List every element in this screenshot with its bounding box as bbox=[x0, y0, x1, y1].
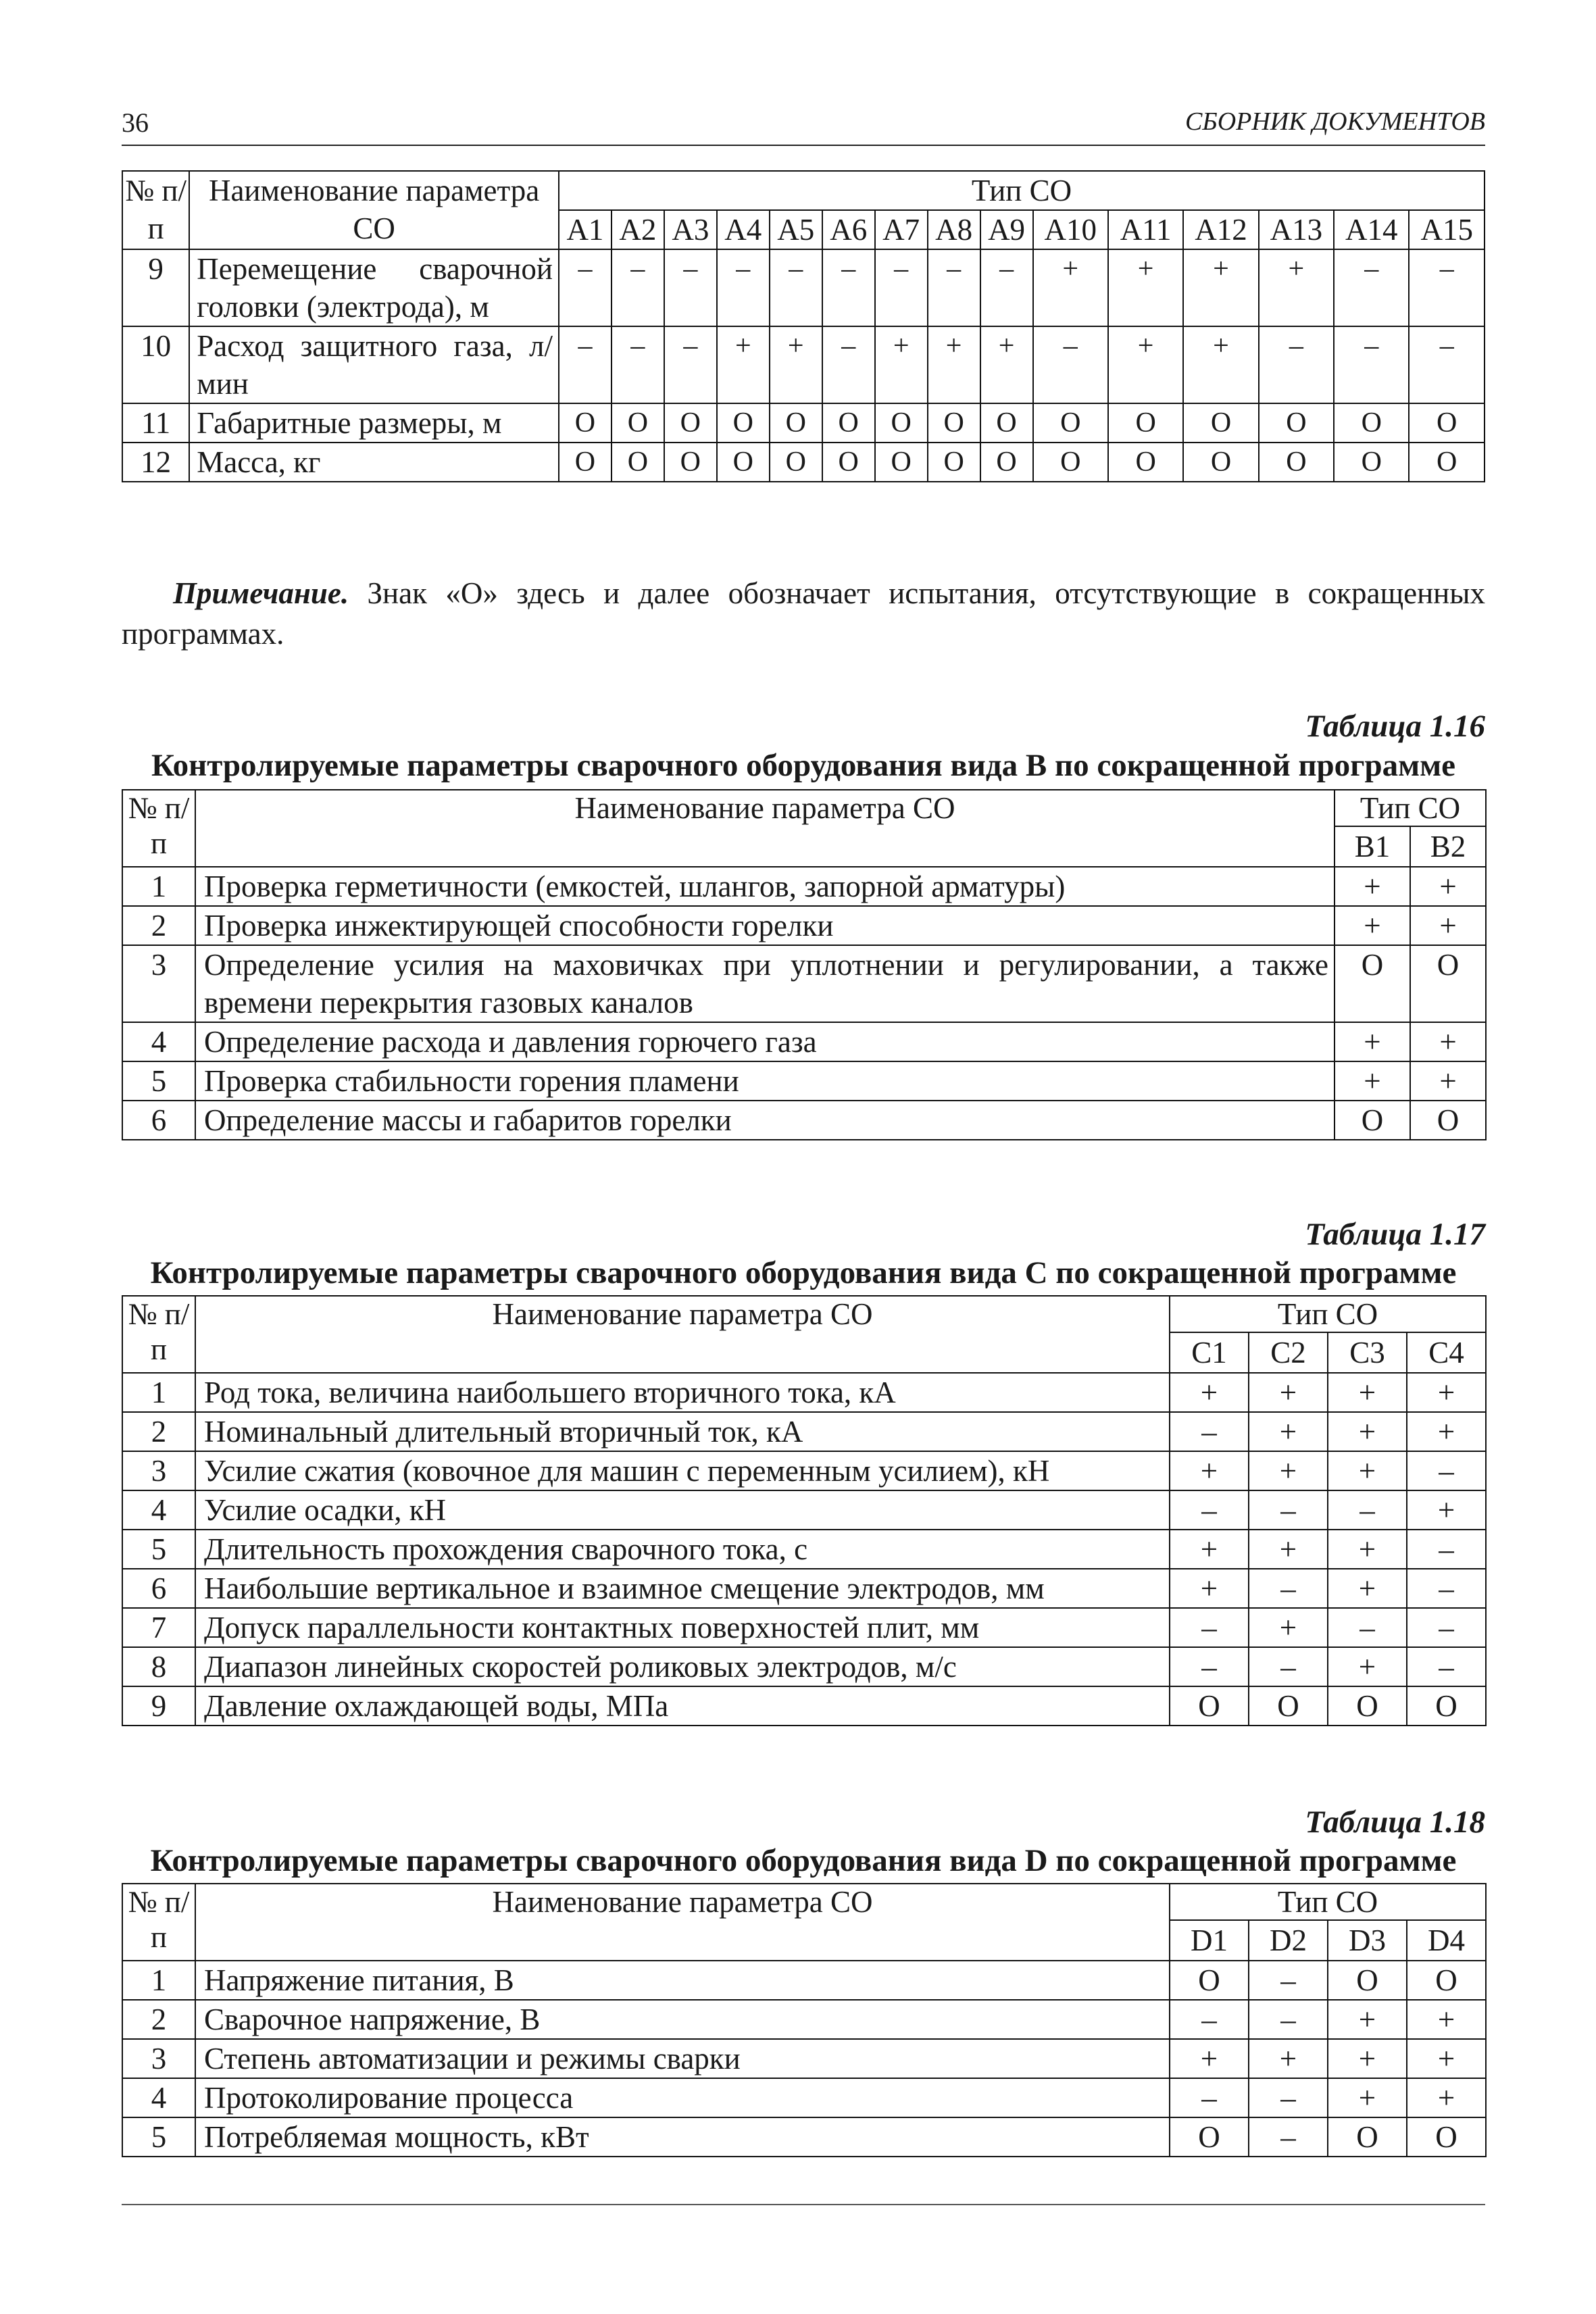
test-mark-cell: – bbox=[1170, 1412, 1249, 1451]
test-mark-cell: + bbox=[1328, 2078, 1407, 2117]
test-mark-cell: + bbox=[1170, 1451, 1249, 1490]
test-mark-cell: + bbox=[1328, 2000, 1407, 2039]
type-header-cell: А10 bbox=[1033, 210, 1108, 249]
test-mark-cell: + bbox=[1249, 2039, 1328, 2078]
test-mark-cell: О bbox=[928, 403, 980, 443]
row-number: 2 bbox=[122, 906, 195, 945]
test-mark-cell: – bbox=[1249, 1569, 1328, 1608]
test-mark-cell: + bbox=[1170, 1373, 1249, 1412]
test-mark-cell: О bbox=[1410, 1101, 1486, 1140]
test-mark-cell: О bbox=[1334, 443, 1409, 482]
test-mark-cell: – bbox=[664, 326, 717, 403]
column-header-type: Тип СО bbox=[1170, 1884, 1486, 1920]
type-header-cell: В1 bbox=[1335, 826, 1410, 867]
test-mark-cell: + bbox=[980, 326, 1033, 403]
test-mark-cell: О bbox=[559, 403, 612, 443]
test-mark-cell: + bbox=[1335, 867, 1410, 906]
parameter-name: Расход защитного газа, л/мин bbox=[189, 326, 559, 403]
type-header-cell: А5 bbox=[770, 210, 822, 249]
test-mark-cell: – bbox=[980, 249, 1033, 326]
test-mark-cell: О bbox=[1328, 2117, 1407, 2157]
test-mark-cell: О bbox=[1170, 1961, 1249, 2000]
parameter-name: Проверка стабильности горения пламени bbox=[195, 1061, 1335, 1101]
test-mark-cell: – bbox=[1407, 1530, 1486, 1569]
row-number: 9 bbox=[122, 249, 189, 326]
test-mark-cell: О bbox=[1328, 1686, 1407, 1726]
column-header-number: № п/п bbox=[122, 790, 195, 867]
test-mark-cell: + bbox=[875, 326, 928, 403]
test-mark-cell: О bbox=[1259, 403, 1334, 443]
table-row bbox=[122, 867, 1486, 906]
parameter-name: Габаритные размеры, м bbox=[189, 403, 559, 443]
test-mark-cell: + bbox=[1407, 1490, 1486, 1530]
test-mark-cell: О bbox=[1033, 443, 1108, 482]
test-mark-cell: О bbox=[1407, 2117, 1486, 2157]
test-mark-cell: О bbox=[770, 443, 822, 482]
test-mark-cell: – bbox=[1409, 326, 1485, 403]
test-mark-cell: О bbox=[980, 403, 1033, 443]
type-header-cell: А2 bbox=[612, 210, 664, 249]
row-number: 6 bbox=[122, 1101, 195, 1140]
test-mark-cell: О bbox=[664, 403, 717, 443]
parameter-name: Перемещение сварочной головки (электрода), м bbox=[189, 249, 559, 326]
test-mark-cell: – bbox=[1170, 1647, 1249, 1686]
table-row bbox=[122, 326, 1485, 403]
column-header-type: Тип СО bbox=[1170, 1296, 1486, 1332]
test-mark-cell: + bbox=[1410, 867, 1486, 906]
row-number: 11 bbox=[122, 403, 189, 443]
test-mark-cell: – bbox=[928, 249, 980, 326]
test-mark-cell: + bbox=[1170, 1569, 1249, 1608]
test-mark-cell: – bbox=[1407, 1608, 1486, 1647]
row-number: 5 bbox=[122, 1530, 195, 1569]
test-mark-cell: О bbox=[1170, 1686, 1249, 1726]
type-header-cell: А13 bbox=[1259, 210, 1334, 249]
test-mark-cell: О bbox=[928, 443, 980, 482]
table-row bbox=[122, 1101, 1486, 1140]
test-mark-cell: О bbox=[875, 443, 928, 482]
test-mark-cell: О bbox=[1259, 443, 1334, 482]
page-number: 36 bbox=[122, 107, 149, 138]
row-number: 6 bbox=[122, 1569, 195, 1608]
test-mark-cell: + bbox=[1108, 326, 1183, 403]
table-row bbox=[122, 1451, 1486, 1490]
test-mark-cell: О bbox=[1108, 443, 1183, 482]
row-number: 2 bbox=[122, 2000, 195, 2039]
type-header-cell: С2 bbox=[1249, 1332, 1328, 1373]
test-mark-cell: + bbox=[1183, 249, 1258, 326]
test-mark-cell: + bbox=[1410, 1022, 1486, 1061]
test-mark-cell: – bbox=[559, 249, 612, 326]
table-1-17 bbox=[122, 1295, 1487, 1726]
test-mark-cell: – bbox=[559, 326, 612, 403]
test-mark-cell: + bbox=[1249, 1412, 1328, 1451]
type-header-cell: С3 bbox=[1328, 1332, 1407, 1373]
parameter-name: Определение усилия на маховичках при уплотнении и регулировании, а также времени перекрытия газовых каналов bbox=[195, 945, 1335, 1022]
test-mark-cell: – bbox=[1259, 326, 1334, 403]
test-mark-cell: О bbox=[822, 443, 875, 482]
type-header-cell: А3 bbox=[664, 210, 717, 249]
row-number: 1 bbox=[122, 1373, 195, 1412]
row-number: 3 bbox=[122, 945, 195, 1022]
test-mark-cell: + bbox=[1328, 1569, 1407, 1608]
test-mark-cell: О bbox=[717, 403, 770, 443]
test-mark-cell: – bbox=[1249, 2000, 1328, 2039]
type-header-cell: А8 bbox=[928, 210, 980, 249]
test-mark-cell: – bbox=[1249, 1647, 1328, 1686]
parameter-name: Род тока, величина наибольшего вторичного тока, кА bbox=[195, 1373, 1170, 1412]
type-header-cell: С4 bbox=[1407, 1332, 1486, 1373]
test-mark-cell: – bbox=[770, 249, 822, 326]
table-row bbox=[122, 2117, 1486, 2157]
table-label: Таблица 1.18 bbox=[1305, 1805, 1485, 1840]
parameter-name: Масса, кг bbox=[189, 443, 559, 482]
type-header-cell: А7 bbox=[875, 210, 928, 249]
parameter-name: Протоколирование процесса bbox=[195, 2078, 1170, 2117]
test-mark-cell: – bbox=[717, 249, 770, 326]
table-caption: Контролируемые параметры сварочного оборудования вида D по сокращенной программе bbox=[150, 1843, 1457, 1878]
test-mark-cell: – bbox=[1334, 249, 1409, 326]
column-header-name: Наименование параметра СО bbox=[189, 171, 559, 249]
note-text: Знак «О» здесь и далее обозначает испытания, отсутствующие в сокращенных программах. bbox=[122, 576, 1485, 651]
table-row bbox=[122, 1490, 1486, 1530]
test-mark-cell: + bbox=[1328, 1530, 1407, 1569]
test-mark-cell: – bbox=[1170, 1490, 1249, 1530]
test-mark-cell: + bbox=[1249, 1373, 1328, 1412]
test-mark-cell: + bbox=[928, 326, 980, 403]
test-mark-cell: – bbox=[664, 249, 717, 326]
row-number: 4 bbox=[122, 1022, 195, 1061]
table-row bbox=[122, 1961, 1486, 2000]
test-mark-cell: + bbox=[1249, 1451, 1328, 1490]
test-mark-cell: О bbox=[1410, 945, 1486, 1022]
parameter-name: Усилие сжатия (ковочное для машин с переменным усилием), кН bbox=[195, 1451, 1170, 1490]
test-mark-cell: + bbox=[1410, 906, 1486, 945]
test-mark-cell: О bbox=[612, 403, 664, 443]
test-mark-cell: О bbox=[770, 403, 822, 443]
table-row bbox=[122, 1530, 1486, 1569]
bottom-rule bbox=[122, 2204, 1485, 2205]
test-mark-cell: – bbox=[1407, 1569, 1486, 1608]
parameter-name: Сварочное напряжение, В bbox=[195, 2000, 1170, 2039]
table-row bbox=[122, 1608, 1486, 1647]
test-mark-cell: – bbox=[1328, 1608, 1407, 1647]
test-mark-cell: – bbox=[1334, 326, 1409, 403]
test-mark-cell: – bbox=[1170, 2000, 1249, 2039]
test-mark-cell: – bbox=[875, 249, 928, 326]
column-header-type: Тип СО bbox=[1335, 790, 1486, 826]
test-mark-cell: + bbox=[1033, 249, 1108, 326]
table-row bbox=[122, 1647, 1486, 1686]
test-mark-cell: – bbox=[1407, 1647, 1486, 1686]
table-row bbox=[122, 1022, 1486, 1061]
table-row bbox=[122, 2039, 1486, 2078]
test-mark-cell: О bbox=[664, 443, 717, 482]
type-header-cell: А1 bbox=[559, 210, 612, 249]
test-mark-cell: – bbox=[822, 249, 875, 326]
test-mark-cell: + bbox=[717, 326, 770, 403]
type-header-cell: А4 bbox=[717, 210, 770, 249]
test-mark-cell: + bbox=[1108, 249, 1183, 326]
column-header-number: № п/п bbox=[122, 1884, 195, 1961]
test-mark-cell: О bbox=[822, 403, 875, 443]
test-mark-cell: О bbox=[1335, 1101, 1410, 1140]
parameter-name: Давление охлаждающей воды, МПа bbox=[195, 1686, 1170, 1726]
test-mark-cell: + bbox=[1249, 1530, 1328, 1569]
test-mark-cell: О bbox=[1033, 403, 1108, 443]
table-row bbox=[122, 403, 1485, 443]
test-mark-cell: О bbox=[1409, 403, 1485, 443]
test-mark-cell: О bbox=[1170, 2117, 1249, 2157]
parameter-name: Степень автоматизации и режимы сварки bbox=[195, 2039, 1170, 2078]
test-mark-cell: + bbox=[1328, 1373, 1407, 1412]
note-paragraph bbox=[122, 573, 1485, 654]
test-mark-cell: + bbox=[1328, 2039, 1407, 2078]
parameter-name: Проверка инжектирующей способности горелки bbox=[195, 906, 1335, 945]
table-caption: Контролируемые параметры сварочного оборудования вида С по сокращенной программе bbox=[150, 1255, 1457, 1290]
parameter-name: Диапазон линейных скоростей роликовых электродов, м/с bbox=[195, 1647, 1170, 1686]
row-number: 5 bbox=[122, 1061, 195, 1101]
test-mark-cell: О bbox=[1108, 403, 1183, 443]
test-mark-cell: – bbox=[1249, 1490, 1328, 1530]
test-mark-cell: + bbox=[1407, 1412, 1486, 1451]
table-row bbox=[122, 906, 1486, 945]
test-mark-cell: – bbox=[822, 326, 875, 403]
parameter-name: Определение расхода и давления горючего газа bbox=[195, 1022, 1335, 1061]
note-label: Примечание. bbox=[173, 576, 349, 610]
test-mark-cell: О bbox=[1335, 945, 1410, 1022]
table-1-18 bbox=[122, 1883, 1487, 2157]
type-header-cell: А6 bbox=[822, 210, 875, 249]
test-mark-cell: + bbox=[1407, 2000, 1486, 2039]
table-row bbox=[122, 1061, 1486, 1101]
table-row bbox=[122, 1373, 1486, 1412]
type-header-cell: D2 bbox=[1249, 1920, 1328, 1961]
test-mark-cell: – bbox=[612, 326, 664, 403]
test-mark-cell: + bbox=[1259, 249, 1334, 326]
type-header-cell: С1 bbox=[1170, 1332, 1249, 1373]
type-header-cell: D3 bbox=[1328, 1920, 1407, 1961]
column-header-name: Наименование параметра СО bbox=[195, 1884, 1170, 1961]
test-mark-cell: + bbox=[1170, 2039, 1249, 2078]
table-label: Таблица 1.16 bbox=[1305, 709, 1485, 744]
row-number: 3 bbox=[122, 2039, 195, 2078]
table-1-16 bbox=[122, 789, 1487, 1140]
running-header bbox=[122, 107, 1485, 146]
table-row bbox=[122, 2078, 1486, 2117]
test-mark-cell: – bbox=[1328, 1490, 1407, 1530]
table-label: Таблица 1.17 bbox=[1305, 1217, 1485, 1252]
table-row bbox=[122, 249, 1485, 326]
test-mark-cell: О bbox=[1328, 1961, 1407, 2000]
test-mark-cell: О bbox=[1407, 1961, 1486, 2000]
test-mark-cell: – bbox=[612, 249, 664, 326]
parameter-name: Наибольшие вертикальное и взаимное смещение электродов, мм bbox=[195, 1569, 1170, 1608]
row-number: 7 bbox=[122, 1608, 195, 1647]
table-row bbox=[122, 1412, 1486, 1451]
test-mark-cell: + bbox=[1407, 2078, 1486, 2117]
test-mark-cell: – bbox=[1407, 1451, 1486, 1490]
type-header-cell: D4 bbox=[1407, 1920, 1486, 1961]
parameter-name: Номинальный длительный вторичный ток, кА bbox=[195, 1412, 1170, 1451]
test-mark-cell: + bbox=[1410, 1061, 1486, 1101]
test-mark-cell: О bbox=[1183, 403, 1258, 443]
row-number: 2 bbox=[122, 1412, 195, 1451]
column-header-type: Тип СО bbox=[559, 171, 1485, 210]
table-row bbox=[122, 1569, 1486, 1608]
column-header-name: Наименование параметра СО bbox=[195, 790, 1335, 867]
test-mark-cell: + bbox=[1328, 1451, 1407, 1490]
test-mark-cell: + bbox=[1183, 326, 1258, 403]
test-mark-cell: + bbox=[1407, 2039, 1486, 2078]
type-header-cell: D1 bbox=[1170, 1920, 1249, 1961]
column-header-name: Наименование параметра СО bbox=[195, 1296, 1170, 1373]
row-number: 5 bbox=[122, 2117, 195, 2157]
test-mark-cell: + bbox=[1335, 906, 1410, 945]
row-number: 9 bbox=[122, 1686, 195, 1726]
test-mark-cell: + bbox=[1407, 1373, 1486, 1412]
test-mark-cell: – bbox=[1170, 1608, 1249, 1647]
type-header-cell: А11 bbox=[1108, 210, 1183, 249]
table-1-15-continuation bbox=[122, 170, 1485, 482]
test-mark-cell: + bbox=[1170, 1530, 1249, 1569]
parameter-name: Напряжение питания, В bbox=[195, 1961, 1170, 2000]
test-mark-cell: – bbox=[1249, 2117, 1328, 2157]
row-number: 4 bbox=[122, 2078, 195, 2117]
test-mark-cell: О bbox=[875, 403, 928, 443]
row-number: 12 bbox=[122, 443, 189, 482]
test-mark-cell: О bbox=[980, 443, 1033, 482]
test-mark-cell: + bbox=[770, 326, 822, 403]
test-mark-cell: О bbox=[1334, 403, 1409, 443]
test-mark-cell: О bbox=[1407, 1686, 1486, 1726]
table-row bbox=[122, 443, 1485, 482]
parameter-name: Проверка герметичности (емкостей, шлангов, запорной арматуры) bbox=[195, 867, 1335, 906]
test-mark-cell: – bbox=[1170, 2078, 1249, 2117]
row-number: 1 bbox=[122, 1961, 195, 2000]
test-mark-cell: – bbox=[1033, 326, 1108, 403]
test-mark-cell: + bbox=[1328, 1412, 1407, 1451]
table-caption: Контролируемые параметры сварочного оборудования вида В по сокращенной программе bbox=[151, 748, 1456, 783]
test-mark-cell: – bbox=[1249, 2078, 1328, 2117]
table-row bbox=[122, 1686, 1486, 1726]
test-mark-cell: – bbox=[1249, 1961, 1328, 2000]
column-header-number: № п/п bbox=[122, 1296, 195, 1373]
table-row bbox=[122, 945, 1486, 1022]
type-header-cell: А14 bbox=[1334, 210, 1409, 249]
test-mark-cell: + bbox=[1335, 1022, 1410, 1061]
test-mark-cell: О bbox=[612, 443, 664, 482]
parameter-name: Определение массы и габаритов горелки bbox=[195, 1101, 1335, 1140]
parameter-name: Усилие осадки, кН bbox=[195, 1490, 1170, 1530]
type-header-cell: А15 bbox=[1409, 210, 1485, 249]
test-mark-cell: + bbox=[1335, 1061, 1410, 1101]
running-title: СБОРНИК ДОКУМЕНТОВ bbox=[1184, 107, 1485, 136]
row-number: 1 bbox=[122, 867, 195, 906]
parameter-name: Допуск параллельности контактных поверхностей плит, мм bbox=[195, 1608, 1170, 1647]
column-header-number: № п/п bbox=[122, 171, 189, 249]
row-number: 4 bbox=[122, 1490, 195, 1530]
table-row bbox=[122, 2000, 1486, 2039]
parameter-name: Потребляемая мощность, кВт bbox=[195, 2117, 1170, 2157]
test-mark-cell: + bbox=[1328, 1647, 1407, 1686]
test-mark-cell: – bbox=[1409, 249, 1485, 326]
parameter-name: Длительность прохождения сварочного тока, с bbox=[195, 1530, 1170, 1569]
test-mark-cell: О bbox=[559, 443, 612, 482]
test-mark-cell: О bbox=[717, 443, 770, 482]
type-header-cell: В2 bbox=[1410, 826, 1486, 867]
row-number: 3 bbox=[122, 1451, 195, 1490]
row-number: 10 bbox=[122, 326, 189, 403]
test-mark-cell: + bbox=[1249, 1608, 1328, 1647]
test-mark-cell: О bbox=[1249, 1686, 1328, 1726]
type-header-cell: А9 bbox=[980, 210, 1033, 249]
type-header-cell: А12 bbox=[1183, 210, 1258, 249]
row-number: 8 bbox=[122, 1647, 195, 1686]
test-mark-cell: О bbox=[1409, 443, 1485, 482]
test-mark-cell: О bbox=[1183, 443, 1258, 482]
